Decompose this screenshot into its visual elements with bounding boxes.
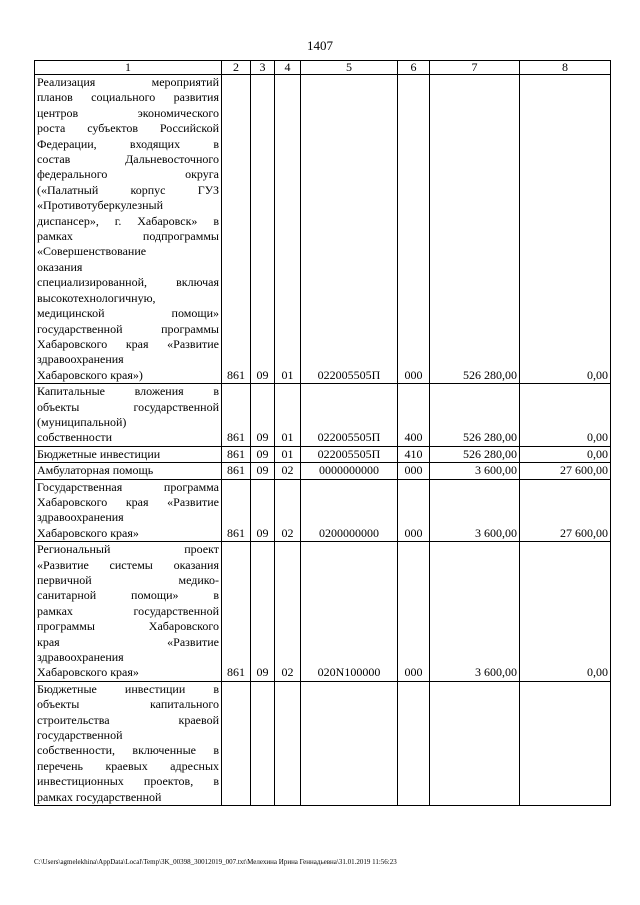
row-name-line: рамках государственной xyxy=(37,603,219,618)
razdel-cell: 09 xyxy=(251,446,275,462)
razdel-cell xyxy=(251,681,275,805)
amount-year2-cell: 0,00 xyxy=(520,542,611,682)
expense-type-cell: 410 xyxy=(398,446,430,462)
amount-year2-cell: 0,00 xyxy=(520,446,611,462)
header-cell-3: 3 xyxy=(251,61,275,75)
row-name-line: Региональный проект xyxy=(37,542,219,557)
row-name-line: роста субъектов Российской xyxy=(37,121,219,136)
row-name-line: «Развитие системы оказания xyxy=(37,557,219,572)
amount-year2-cell: 27 600,00 xyxy=(520,463,611,479)
amount-year1-cell: 526 280,00 xyxy=(430,446,520,462)
row-name-line: Хабаровского края» xyxy=(37,665,139,680)
row-name-cell xyxy=(35,479,222,542)
row-name-line: Хабаровского края») xyxy=(37,367,143,382)
row-name-line: высокотехнологичную, xyxy=(37,290,156,305)
row-name-line: программы Хабаровского xyxy=(37,619,219,634)
amount-year1-cell: 3 600,00 xyxy=(430,542,520,682)
row-name-line: Реализация мероприятий xyxy=(37,75,219,89)
row-name-cell xyxy=(35,75,222,384)
row-name-cell xyxy=(35,542,222,682)
glavnyi-kod-cell: 861 xyxy=(222,384,251,447)
row-name-line: планов социального развития xyxy=(37,90,219,105)
row-name-line: санитарной помощи» в xyxy=(37,588,219,603)
row-name-line: оказания xyxy=(37,259,83,274)
amount-year1-cell: 3 600,00 xyxy=(430,463,520,479)
row-name-line: государственной программы xyxy=(37,321,219,336)
row-name-line: здравоохранения xyxy=(37,352,124,367)
header-cell-2: 2 xyxy=(222,61,251,75)
podrazdel-cell: 01 xyxy=(275,75,301,384)
target-article-cell xyxy=(301,681,398,805)
row-name-line: собственности xyxy=(37,430,113,445)
table-row xyxy=(35,75,611,384)
podrazdel-cell: 02 xyxy=(275,463,301,479)
row-name-line: рамках государственной xyxy=(37,789,162,804)
amount-year2-cell: 27 600,00 xyxy=(520,479,611,542)
table-row xyxy=(35,681,611,805)
row-name-line: Капитальные вложения в xyxy=(37,384,219,399)
table-header-row xyxy=(35,61,611,75)
row-name-line: Хабаровского края «Развитие xyxy=(37,336,219,351)
row-name-cell xyxy=(35,446,222,462)
amount-year1-cell: 526 280,00 xyxy=(430,384,520,447)
header-cell-5: 5 xyxy=(301,61,398,75)
row-name-line: Бюджетные инвестиции xyxy=(37,446,161,461)
row-name-line: («Палатный корпус ГУЗ xyxy=(37,182,219,197)
razdel-cell: 09 xyxy=(251,75,275,384)
glavnyi-kod-cell: 861 xyxy=(222,542,251,682)
row-name-line: состав Дальневосточного xyxy=(37,152,219,167)
header-cell-6: 6 xyxy=(398,61,430,75)
row-name-cell xyxy=(35,681,222,805)
row-name-line: объекты государственной xyxy=(37,399,219,414)
podrazdel-cell: 01 xyxy=(275,384,301,447)
amount-year1-cell xyxy=(430,681,520,805)
razdel-cell: 09 xyxy=(251,463,275,479)
podrazdel-cell xyxy=(275,681,301,805)
target-article-cell: 022005505П xyxy=(301,446,398,462)
target-article-cell: 0200000000 xyxy=(301,479,398,542)
amount-year1-cell: 526 280,00 xyxy=(430,75,520,384)
expense-type-cell: 000 xyxy=(398,463,430,479)
razdel-cell: 09 xyxy=(251,542,275,682)
podrazdel-cell: 02 xyxy=(275,542,301,682)
row-name-line: Бюджетные инвестиции в xyxy=(37,681,219,696)
glavnyi-kod-cell xyxy=(222,681,251,805)
row-name-line: перечень краевых адресных xyxy=(37,758,219,773)
podrazdel-cell: 02 xyxy=(275,479,301,542)
row-name-line: «Противотуберкулезный xyxy=(37,198,164,213)
row-name-line: Хабаровского края» xyxy=(37,525,139,540)
table-row xyxy=(35,479,611,542)
row-name-line: объекты капитального xyxy=(37,697,219,712)
glavnyi-kod-cell: 861 xyxy=(222,75,251,384)
row-name-line: (муниципальной) xyxy=(37,414,127,429)
row-name-line: «Совершенствование xyxy=(37,244,147,259)
amount-year2-cell: 0,00 xyxy=(520,384,611,447)
amount-year2-cell xyxy=(520,681,611,805)
row-name-line: Амбулаторная помощь xyxy=(37,463,154,478)
amount-year1-cell: 3 600,00 xyxy=(430,479,520,542)
header-cell-4: 4 xyxy=(275,61,301,75)
table-row xyxy=(35,446,611,462)
header-cell-1: 1 xyxy=(35,61,222,75)
row-name-line: инвестиционных проектов, в xyxy=(37,774,219,789)
amount-year2-cell: 0,00 xyxy=(520,75,611,384)
target-article-cell: 0000000000 xyxy=(301,463,398,479)
row-name-line: Государственная программа xyxy=(37,479,219,494)
file-path-footer: C:\Users\agmelekhina\AppData\Local\Temp\3K_00398_30012019_007.txt\Мелехина Ирина Геннадьевна\31.01.2019 11:56:23 xyxy=(34,858,397,866)
razdel-cell: 09 xyxy=(251,479,275,542)
table-row xyxy=(35,463,611,479)
row-name-line: собственности, включенные в xyxy=(37,743,219,758)
row-name-line: здравоохранения xyxy=(37,510,124,525)
glavnyi-kod-cell: 861 xyxy=(222,446,251,462)
expense-type-cell xyxy=(398,681,430,805)
row-name-line: края «Развитие xyxy=(37,634,219,649)
row-name-line: медицинской помощи» xyxy=(37,306,219,321)
row-name-line: федерального округа xyxy=(37,167,219,182)
glavnyi-kod-cell: 861 xyxy=(222,463,251,479)
glavnyi-kod-cell: 861 xyxy=(222,479,251,542)
row-name-line: Федерации, входящих в xyxy=(37,136,219,151)
row-name-line: центров экономического xyxy=(37,105,219,120)
target-article-cell: 020N100000 xyxy=(301,542,398,682)
table-row xyxy=(35,384,611,447)
row-name-line: специализированной, включая xyxy=(37,275,219,290)
target-article-cell: 022005505П xyxy=(301,384,398,447)
expense-type-cell: 000 xyxy=(398,542,430,682)
row-name-line: Хабаровского края «Развитие xyxy=(37,494,219,509)
row-name-cell xyxy=(35,463,222,479)
row-name-line: рамках подпрограммы xyxy=(37,229,219,244)
expense-type-cell: 000 xyxy=(398,479,430,542)
row-name-line: диспансер», г. Хабаровск» в xyxy=(37,213,219,228)
expense-type-cell: 400 xyxy=(398,384,430,447)
row-name-line: государственной xyxy=(37,728,123,743)
budget-table xyxy=(34,60,611,806)
podrazdel-cell: 01 xyxy=(275,446,301,462)
row-name-line: строительства краевой xyxy=(37,712,219,727)
row-name-cell xyxy=(35,384,222,447)
page-number: 1407 xyxy=(307,38,333,53)
header-cell-8: 8 xyxy=(520,61,611,75)
target-article-cell: 022005505П xyxy=(301,75,398,384)
table-row xyxy=(35,542,611,682)
row-name-line: здравоохранения xyxy=(37,650,124,665)
row-name-line: первичной медико- xyxy=(37,573,219,587)
header-cell-7: 7 xyxy=(430,61,520,75)
razdel-cell: 09 xyxy=(251,384,275,447)
expense-type-cell: 000 xyxy=(398,75,430,384)
